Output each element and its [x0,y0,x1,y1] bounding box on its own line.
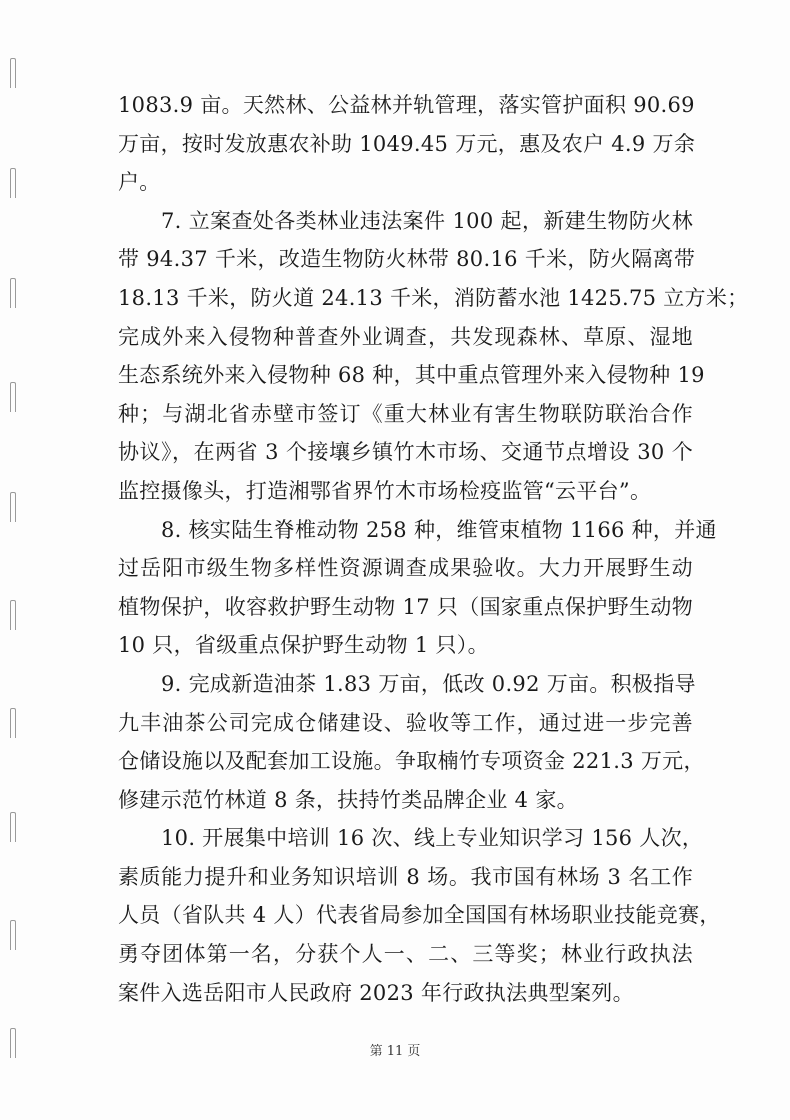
binding-hole-mark [10,812,16,842]
text-line: 过岳阳市级生物多样性资源调查成果验收。大力开展野生动 [118,556,693,581]
binding-hole-mark [10,600,16,630]
text-line: 修建示范竹林道 8 条，扶持竹类品牌企业 4 家。 [118,787,578,812]
text-line: 1083.9 亩。天然林、公益林并轨管理，落实管护面积 90.69 [118,93,695,117]
text-line: 九丰油茶公司完成仓储建设、验收等工作，通过进一步完善 [118,710,693,735]
text-line: 带 94.37 千米，改造生物防火林带 80.16 千米，防火隔离带 [118,247,696,272]
binding-hole-mark [10,708,16,738]
binding-hole-mark [10,168,16,198]
text-line: 18.13 千米，防火道 24.13 千米，消防蓄水池 1425.75 立方米； [118,285,749,310]
binding-hole-mark [10,58,16,88]
text-line: 勇夺团体第一名，分获个人一、二、三等奖；林业行政执法 [118,942,693,967]
paragraph [118,511,717,665]
paragraph [118,819,721,1012]
binding-marks [0,0,30,1120]
text-line: 生态系统外来入侵物种 68 种，其中重点管理外来入侵物种 19 [118,363,705,388]
text-line: 10. 开展集中培训 16 次、线上专业知识学习 156 人次， [161,826,704,851]
body-text [118,86,749,1012]
text-line: 10 只，省级重点保护野生动物 1 只）。 [118,633,489,658]
text-line: 9. 完成新造油茶 1.83 万亩，低改 0.92 万亩。积极指导 [161,671,696,696]
text-line: 素质能力提升和业务知识培训 8 场。我市国有林场 3 名工作 [118,864,693,889]
text-line: 万亩，按时发放惠农补助 1049.45 万元，惠及农户 4.9 万余 [118,131,696,156]
binding-hole-mark [10,492,16,522]
text-line: 完成外来入侵物种普查外业调查，共发现森林、草原、湿地 [118,324,693,349]
binding-hole-mark [10,920,16,950]
paragraph [118,665,705,819]
text-line: 植物保护，收容救护野生动物 17 只（国家重点保护野生动物 [118,594,693,619]
text-line: 人员（省队共 4 人）代表省局参加全国国有林场职业技能竞赛， [118,903,721,928]
paragraph [118,86,696,202]
paragraph [118,202,749,511]
text-line: 7. 立案查处各类林业违法案件 100 起，新建生物防火林 [161,208,693,233]
page-number: 第 11 页 [369,1044,421,1059]
text-line: 协议》，在两省 3 个接壤乡镇竹木市场、交通节点增设 30 个 [118,440,693,465]
binding-hole-mark [10,382,16,412]
text-line: 户。 [118,170,161,195]
text-line: 8. 核实陆生脊椎动物 258 种，维管束植物 1166 种，并通 [161,517,717,542]
text-line: 案件入选岳阳市人民政府 2023 年行政执法典型案列。 [118,980,634,1005]
text-line: 监控摄像头，打造湘鄂省界竹木市场检疫监管“云平台”。 [118,478,652,503]
text-line: 种；与湖北省赤壁市签订《重大林业有害生物联防联治合作 [118,401,693,426]
text-line: 仓储设施以及配套加工设施。争取楠竹专项资金 221.3 万元， [118,749,705,774]
binding-hole-mark [10,278,16,308]
